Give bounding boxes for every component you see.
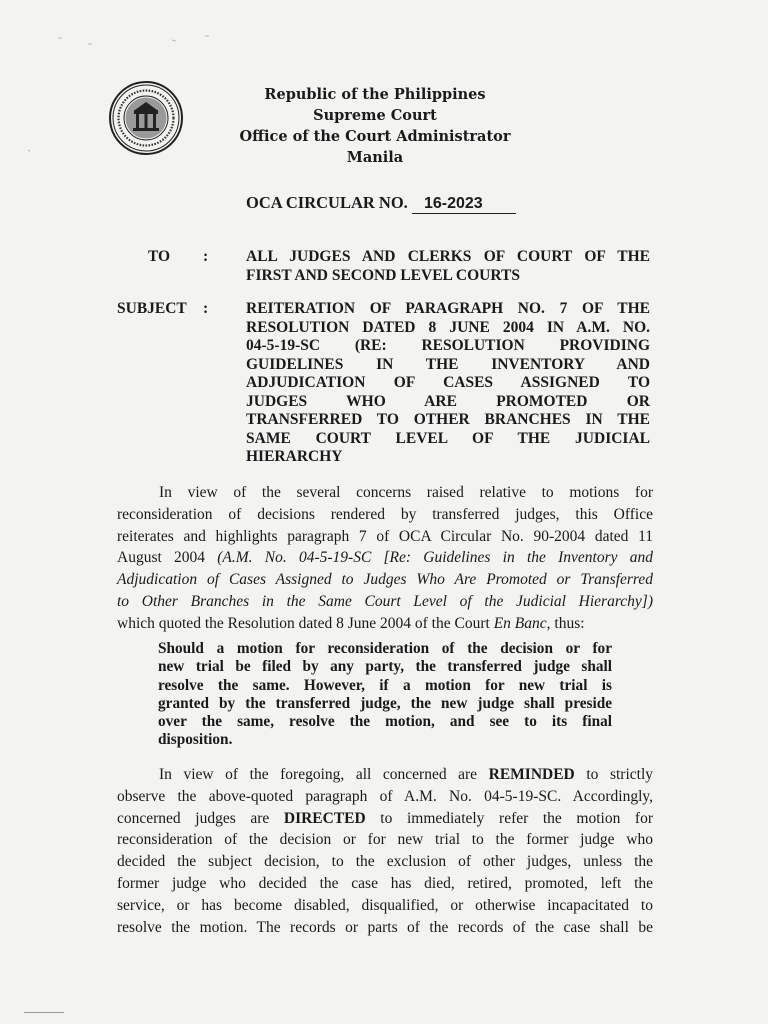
en-banc-italic: En Banc [493,614,547,632]
subject-line: JUDGES WHO ARE PROMOTED OR [246,392,650,410]
subject-line: REITERATION OF PARAGRAPH NO. 7 OF THE [246,300,650,317]
to-line: ALL JUDGES AND CLERKS OF COURT OF THE [246,248,650,265]
quote-line: resolve the same. However, if a motion for new trial is [158,676,612,694]
letterhead-office: Office of the Court Administrator [239,128,511,145]
paragraph-line: observe the above-quoted paragraph of A.M. No. 04-5-19-SC. Accordingly, [117,787,653,805]
citation-italic: (A.M. No. 04-5-19-SC [Re: Guidelines in the Inventory and [217,549,653,567]
text-run: to strictly [574,766,653,783]
subject-line: TRANSFERRED TO OTHER BRANCHES IN THE [246,411,650,428]
citation-italic: Adjudication of Cases Assigned to Judges Who Are Promoted or Transferred [117,571,653,589]
letterhead-city: Manila [346,149,404,166]
text-run: concerned judges are [117,809,284,827]
text-run: which quoted the Resolution dated 8 June 2004 of the Court [117,614,494,632]
letterhead-republic: Republic of the Philippines [264,86,486,103]
text-run: In view of the foregoing, all concerned are [159,766,489,783]
to-line: FIRST AND SECOND LEVEL COURTS [246,266,520,284]
to-label: TO [148,248,171,265]
quote-line: granted by the transferred judge, the new judge shall preside [158,694,612,712]
paragraph-line [117,613,653,635]
quote-line: over the same, resolve the motion, and see to its final [158,713,612,731]
text-run: , thus: [546,614,585,632]
letterhead [230,84,520,168]
quote-line: Should a motion for reconsideration of the decision or for [158,640,612,657]
paragraph-line [117,547,653,569]
paragraph-line: reiterates and highlights paragraph 7 of OCA Circular No. 90-2004 dated 11 [117,527,653,545]
to-value [246,248,650,285]
paragraph-line: resolve the motion. The records or parts of the records of the case shall be [117,918,653,936]
circular-number-line [246,193,516,214]
quote-line: new trial be filed by any party, the transferred judge shall [158,658,612,676]
body-paragraph-2 [117,764,653,938]
subject-colon: : [203,300,209,317]
subject-line: HIERARCHY [246,448,343,465]
text-run: to immediately refer the motion for [365,809,653,827]
paragraph-line [117,569,653,591]
subject-line: 04-5-19-SC (RE: RESOLUTION PROVIDING [246,337,650,354]
reminded-bold: REMINDED [488,766,575,783]
letterhead-supreme-court: Supreme Court [313,107,437,124]
body-paragraph-1 [117,482,653,635]
paragraph-line: reconsideration of the decision or for new trial to the former judge who [117,831,653,849]
text-run: August 2004 [117,549,218,567]
subject-label: SUBJECT [117,300,187,317]
footer-rule [24,1012,64,1013]
quote-line: disposition. [158,731,233,749]
quoted-resolution [158,640,612,750]
court-administrator-seal-icon [108,80,184,156]
paragraph-line [117,808,653,830]
paragraph-line: In view of the several concerns raised relative to motions for [159,484,653,501]
to-colon: : [203,248,209,265]
subject-line: RESOLUTION DATED 8 JUNE 2004 IN A.M. NO. [246,318,650,336]
citation-italic: to Other Branches in the Same Court Level of the Judicial Hierarchy]) [117,592,653,610]
circular-label: OCA CIRCULAR NO. [246,193,408,212]
paragraph-line: decided the subject decision, to the exclusion of other judges, unless the [117,853,653,871]
subject-line: ADJUDICATION OF CASES ASSIGNED TO [246,374,650,391]
directed-bold: DIRECTED [283,809,366,827]
subject-line: SAME COURT LEVEL OF THE JUDICIAL [246,429,650,447]
subject-value [246,300,650,467]
circular-number: 16-2023 [412,195,516,214]
paragraph-line [117,591,653,613]
paragraph-line [117,764,653,786]
paragraph-line: service, or has become disabled, disqualified, or otherwise incapacitated to [117,896,653,914]
subject-line: GUIDELINES IN THE INVENTORY AND [246,355,650,373]
paragraph-line: former judge who decided the case has died, retired, promoted, left the [117,874,653,892]
paragraph-line: reconsideration of decisions rendered by transferred judges, this Office [117,505,653,523]
